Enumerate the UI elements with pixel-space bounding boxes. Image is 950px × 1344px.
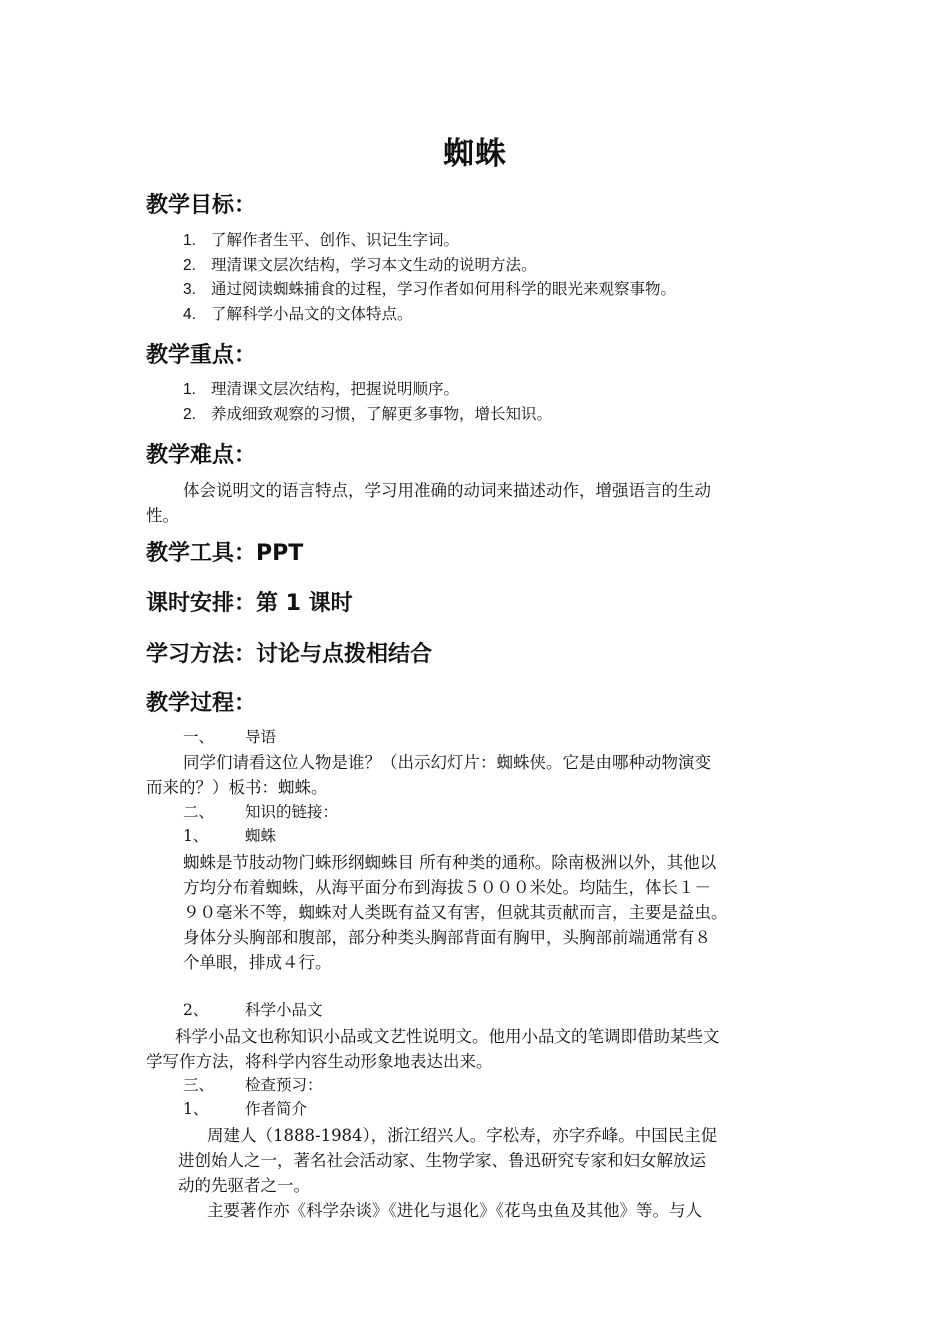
- list-text: 了解作者生平、创作、识记生字词。: [211, 231, 460, 249]
- paragraph-line: 科学小品文也称知识小品或文艺性说明文。他用小品文的笔调即借助某些文: [175, 1027, 720, 1046]
- paragraph-line: 动的先驱者之一。: [178, 1176, 310, 1195]
- section-marker: 1、: [183, 827, 209, 845]
- objectives-heading: 教学目标：: [146, 193, 257, 218]
- list-number: 1.: [183, 381, 196, 398]
- list-number: 4.: [183, 306, 196, 323]
- list-number: 1.: [183, 232, 196, 249]
- section-marker: 2、: [183, 1001, 209, 1019]
- section-heading: [183, 725, 276, 747]
- paragraph-line: 同学们请看这位人物是谁？（出示幻灯片：蜘蛛侠。它是由哪种动物演变: [183, 753, 711, 772]
- section-label: 作者简介: [245, 1100, 308, 1118]
- paragraph-line: 周建人（1888-1984），浙江绍兴人。字松寿，亦字乔峰。中国民主促: [207, 1126, 718, 1145]
- paragraph-line: 体会说明文的语言特点，学习用准确的动词来描述动作，增强语言的生动: [183, 481, 711, 500]
- process-heading: 教学过程：: [146, 691, 257, 716]
- schedule-heading: 课时安排：第 1 课时: [146, 591, 353, 616]
- subsection-heading: [183, 1097, 307, 1119]
- section-label: 蜘蛛: [245, 827, 277, 845]
- paragraph-line: 学写作方法，将科学内容生动形象地表达出来。: [146, 1052, 493, 1071]
- paragraph-line: 而来的？）板书：蜘蛛。: [146, 778, 328, 797]
- section-heading: [183, 1073, 323, 1095]
- key-point-item: [183, 377, 459, 399]
- section-label: 知识的链接：: [245, 803, 339, 821]
- key-points-heading: 教学重点：: [146, 343, 257, 368]
- paragraph-line: 身体分头胸部和腹部，部分种类头胸部背面有胸甲，头胸部前端通常有８: [183, 928, 711, 947]
- list-number: 2.: [183, 257, 196, 274]
- paragraph-line: 性。: [146, 506, 179, 525]
- list-text: 了解科学小品文的文体特点。: [211, 305, 413, 323]
- list-text: 理清课文层次结构，把握说明顺序。: [211, 380, 460, 398]
- section-label: 导语: [245, 728, 277, 746]
- list-text: 养成细致观察的习惯，了解更多事物，增长知识。: [211, 405, 553, 423]
- objective-item: [183, 302, 413, 324]
- section-label: 科学小品文: [245, 1001, 323, 1019]
- tools-heading: 教学工具：PPT: [146, 541, 304, 566]
- section-marker: 1、: [183, 1100, 209, 1118]
- section-heading: [183, 800, 338, 822]
- difficulties-heading: 教学难点：: [146, 443, 257, 468]
- paragraph-line: 个单眼，排成４行。: [183, 953, 332, 972]
- section-marker: 二、: [183, 803, 215, 821]
- key-point-item: [183, 402, 552, 424]
- list-text: 理清课文层次结构，学习本文生动的说明方法。: [211, 256, 537, 274]
- list-number: 2.: [183, 406, 196, 423]
- section-marker: 三、: [183, 1076, 215, 1094]
- paragraph-line: 蜘蛛是节肢动物门蛛形纲蜘蛛目 所有种类的通称。除南极洲以外，其他以: [183, 853, 717, 872]
- paragraph-line: 主要著作亦《科学杂谈》《进化与退化》《花鸟虫鱼及其他》等。与人: [207, 1201, 702, 1220]
- method-heading: 学习方法：讨论与点拨相结合: [146, 642, 433, 667]
- subsection-heading: [183, 824, 276, 846]
- objective-item: [183, 228, 459, 250]
- paragraph-line: 方均分布着蜘蛛，从海平面分布到海拔５０００米处。均陆生，体长１－: [183, 878, 711, 897]
- list-number: 3.: [183, 281, 196, 298]
- section-marker: 一、: [183, 728, 215, 746]
- list-text: 通过阅读蜘蛛捕食的过程，学习作者如何用科学的眼光来观察事物。: [211, 280, 677, 298]
- section-label: 检查预习：: [245, 1076, 323, 1094]
- objective-item: [183, 253, 537, 275]
- paragraph-line: 进创始人之一，著名社会活动家、生物学家、鲁迅研究专家和妇女解放运: [178, 1151, 706, 1170]
- subsection-heading: [183, 998, 323, 1020]
- document-title: 蜘蛛: [443, 136, 507, 172]
- paragraph-line: ９０毫米不等，蜘蛛对人类既有益又有害，但就其贡献而言，主要是益虫。: [183, 903, 728, 922]
- objective-item: [183, 277, 676, 299]
